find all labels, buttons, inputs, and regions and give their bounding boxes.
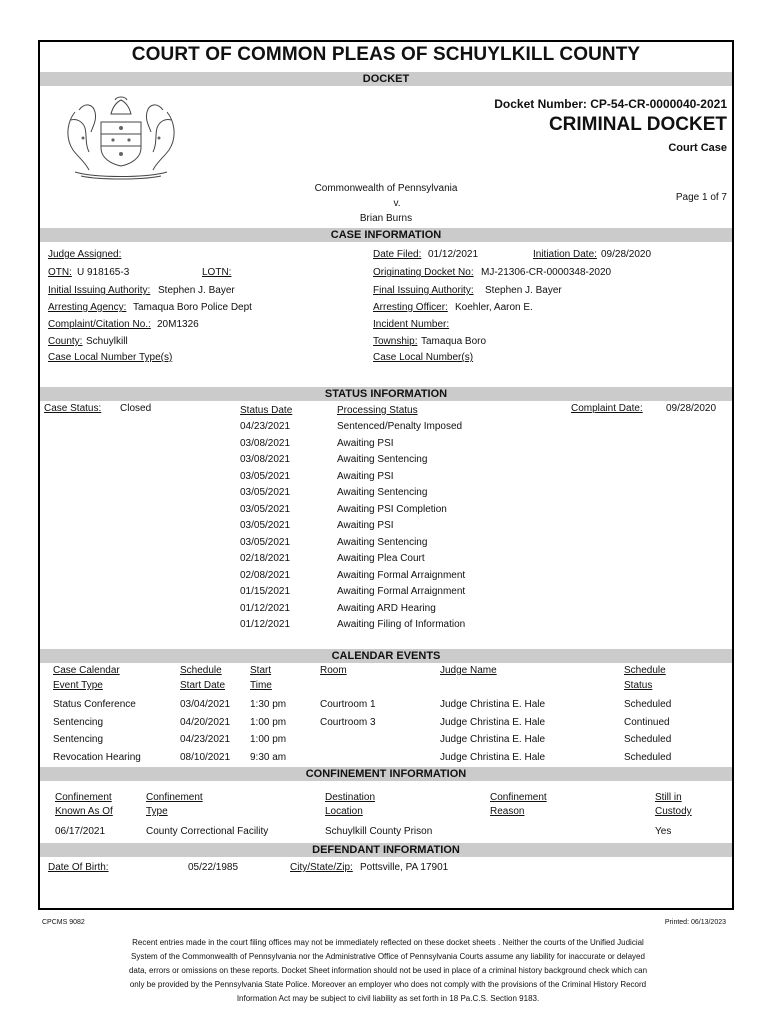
printed-date: Printed: 06/13/2023 [664,919,726,926]
calendar-room: Courtroom 3 [320,716,376,728]
processing-status: Awaiting ARD Hearing [337,602,436,614]
calendar-judge: Judge Christina E. Hale [440,699,546,710]
otn-label: OTN: [48,267,72,278]
calendar-start-date: 04/23/2021 [180,734,231,745]
complaint-date-label: Complaint Date: [571,403,643,414]
disclaimer-line: only be provided by the Pennsylvania State Police. Moreover an employer who does not comply with the provisions of the Criminal History Record [129,980,647,989]
processing-status: Awaiting PSI [337,437,394,449]
status-date: 01/12/2021 [240,619,291,630]
arresting-agency-value: Tamaqua Boro Police Dept [133,302,252,313]
local-numbers-label: Case Local Number(s) [373,352,474,363]
initiation-date-label: Initiation Date: [533,249,597,260]
initial-authority-value: Stephen J. Bayer [158,285,235,296]
status-date: 02/18/2021 [240,553,291,564]
calendar-schedule-status: Scheduled [624,734,672,745]
judge-assigned-label: Judge Assigned: [48,249,122,260]
calendar-start-date: 08/10/2021 [180,751,231,763]
arresting-agency-label: Arresting Agency: [48,302,127,313]
calendar-judge: Judge Christina E. Hale [440,751,546,763]
caption-versus: v. [393,198,401,209]
complaint-date-value: 09/28/2020 [666,403,717,414]
confinement-custody-header: Still in [655,792,682,803]
processing-status: Awaiting PSI [337,470,394,482]
final-authority-value: Stephen J. Bayer [485,285,562,296]
incident-number-label: Incident Number: [373,319,450,330]
processing-status: Awaiting Sentencing [337,454,428,465]
calendar-schedule-header-2: Start Date [180,680,226,691]
confinement-known-as-of: 06/17/2021 [55,826,106,837]
calendar-status-header: Schedule [624,665,666,676]
final-authority-label: Final Issuing Authority: [373,285,474,296]
status-date: 03/05/2021 [240,503,291,515]
confinement-type-header-2: Type [146,806,168,817]
calendar-status-header-2: Status [624,680,653,691]
court-title: COURT OF COMMON PLEAS OF SCHUYLKILL COUNTY [131,44,641,65]
calendar-event-type: Status Conference [53,699,136,710]
processing-status: Awaiting Plea Court [337,553,425,564]
calendar-events-bar: CALENDAR EVENTS [40,649,732,663]
calendar-room-header: Room [320,665,347,676]
otn-value: U 918165-3 [77,267,130,278]
status-date: 03/05/2021 [240,470,291,482]
calendar-schedule-status: Scheduled [624,751,672,763]
calendar-start-header-2: Time [250,680,272,691]
case-status-label: Case Status: [44,403,102,414]
still-in-custody: Yes [655,826,672,837]
pennsylvania-seal-icon [55,92,187,180]
confinement-custody-header-2: Custody [655,806,692,817]
status-date: 03/05/2021 [240,487,291,498]
calendar-schedule-header: Schedule [180,665,222,676]
township-label: Township: [373,336,418,347]
calendar-event-type: Sentencing [53,734,104,745]
form-id: CPCMS 9082 [42,919,85,926]
calendar-schedule-status: Continued [624,716,670,728]
status-date: 03/08/2021 [240,454,291,465]
confinement-known-header: Confinement [55,792,112,803]
calendar-event-header-2: Event Type [53,680,103,691]
disclaimer-line: data, errors or omissions on these reports. Docket Sheet information should not be used in place of a criminal history background check which can [128,966,648,975]
confinement-destination-header-2: Location [325,806,363,817]
defendant-information-bar: DEFENDANT INFORMATION [40,843,732,857]
dob-label: Date Of Birth: [48,862,109,873]
initial-authority-label: Initial Issuing Authority: [48,285,151,296]
local-number-type-label: Case Local Number Type(s) [48,352,173,363]
status-date: 03/05/2021 [240,520,291,531]
confinement-destination: Schuylkill County Prison [325,826,433,837]
arresting-officer-label: Arresting Officer: [373,302,448,313]
processing-status: Awaiting Sentencing [337,487,428,498]
calendar-start-time: 9:30 am [250,751,287,763]
status-date: 01/15/2021 [240,586,291,597]
disclaimer-line: Recent entries made in the court filing offices may not be immediately reflected on these docket sheets . Neither the courts of the Unified Judicial [132,938,644,947]
disclaimer [88,936,688,1006]
date-filed-label: Date Filed: [373,249,422,260]
docket-type: CRIMINAL DOCKET [548,114,727,135]
complaint-no-value: 20M1326 [157,319,199,330]
calendar-start-date: 03/04/2021 [180,699,231,710]
status-date: 03/08/2021 [240,437,291,449]
page-indicator: Page 1 of 7 [675,192,727,203]
docket-bar: DOCKET [40,72,732,86]
caption-defendant: Brian Burns [359,213,413,224]
status-date: 01/12/2021 [240,602,291,614]
processing-status: Sentenced/Penalty Imposed [337,421,463,432]
county-label: County: [48,336,83,347]
township-value: Tamaqua Boro [421,336,487,347]
county-value: Schuylkill [86,336,128,347]
case-information-bar: CASE INFORMATION [40,228,732,242]
calendar-judge: Judge Christina E. Hale [440,716,546,728]
confinement-type-header: Confinement [146,792,203,803]
status-date: 03/05/2021 [240,536,291,548]
city-state-zip-value: Pottsville, PA 17901 [360,862,449,873]
processing-status: Awaiting Formal Arraignment [337,586,466,597]
calendar-judge-header: Judge Name [440,665,497,676]
calendar-judge: Judge Christina E. Hale [440,734,546,745]
processing-status: Awaiting PSI Completion [337,503,447,515]
complaint-no-label: Complaint/Citation No.: [48,319,151,330]
processing-status: Awaiting Formal Arraignment [337,569,466,581]
processing-status-header: Processing Status [337,405,418,416]
calendar-room: Courtroom 1 [320,699,376,710]
confinement-reason-header-2: Reason [490,806,525,817]
case-type: Court Case [668,142,727,154]
confinement-destination-header: Destination [325,792,376,803]
processing-status: Awaiting PSI [337,520,394,531]
caption-plaintiff: Commonwealth of Pennsylvania [314,183,458,194]
calendar-start-time: 1:00 pm [250,716,287,728]
arresting-officer-value: Koehler, Aaron E. [455,302,533,313]
confinement-type: County Correctional Facility [146,826,269,837]
city-state-zip-label: City/State/Zip: [290,862,353,873]
calendar-event-type: Revocation Hearing [53,751,141,763]
status-date-header: Status Date [240,405,293,416]
calendar-start-date: 04/20/2021 [180,716,231,728]
docket-number: Docket Number: CP-54-CR-0000040-2021 [494,97,727,111]
confinement-reason-header: Confinement [490,792,547,803]
date-filed-value: 01/12/2021 [428,249,479,260]
calendar-start-time: 1:00 pm [250,734,287,745]
status-date: 02/08/2021 [240,569,291,581]
status-date: 04/23/2021 [240,421,291,432]
dob-value: 05/22/1985 [188,862,239,873]
originating-docket-value: MJ-21306-CR-0000348-2020 [481,267,612,278]
disclaimer-line: Information Act may be subject to civil liability as set forth in 18 Pa.C.S. Section 9183. [236,994,540,1003]
case-status-value: Closed [120,403,152,414]
confinement-information-bar: CONFINEMENT INFORMATION [40,767,732,781]
calendar-event-header: Case Calendar [53,665,120,676]
initiation-date-value: 09/28/2020 [601,249,652,260]
disclaimer-line: System of the Commonwealth of Pennsylvania nor the Administrative Office of Pennsylvania Courts assume any liability for inaccurate or delayed [131,952,645,961]
confinement-known-header-2: Known As Of [55,806,113,817]
processing-status: Awaiting Filing of Information [337,619,466,630]
calendar-start-time: 1:30 pm [250,699,287,710]
calendar-schedule-status: Scheduled [624,699,672,710]
processing-status: Awaiting Sentencing [337,536,428,548]
status-information-bar: STATUS INFORMATION [40,387,732,401]
calendar-event-type: Sentencing [53,716,104,728]
lotn-label: LOTN: [202,267,232,278]
originating-docket-label: Originating Docket No: [373,267,474,278]
calendar-start-header: Start [250,665,272,676]
